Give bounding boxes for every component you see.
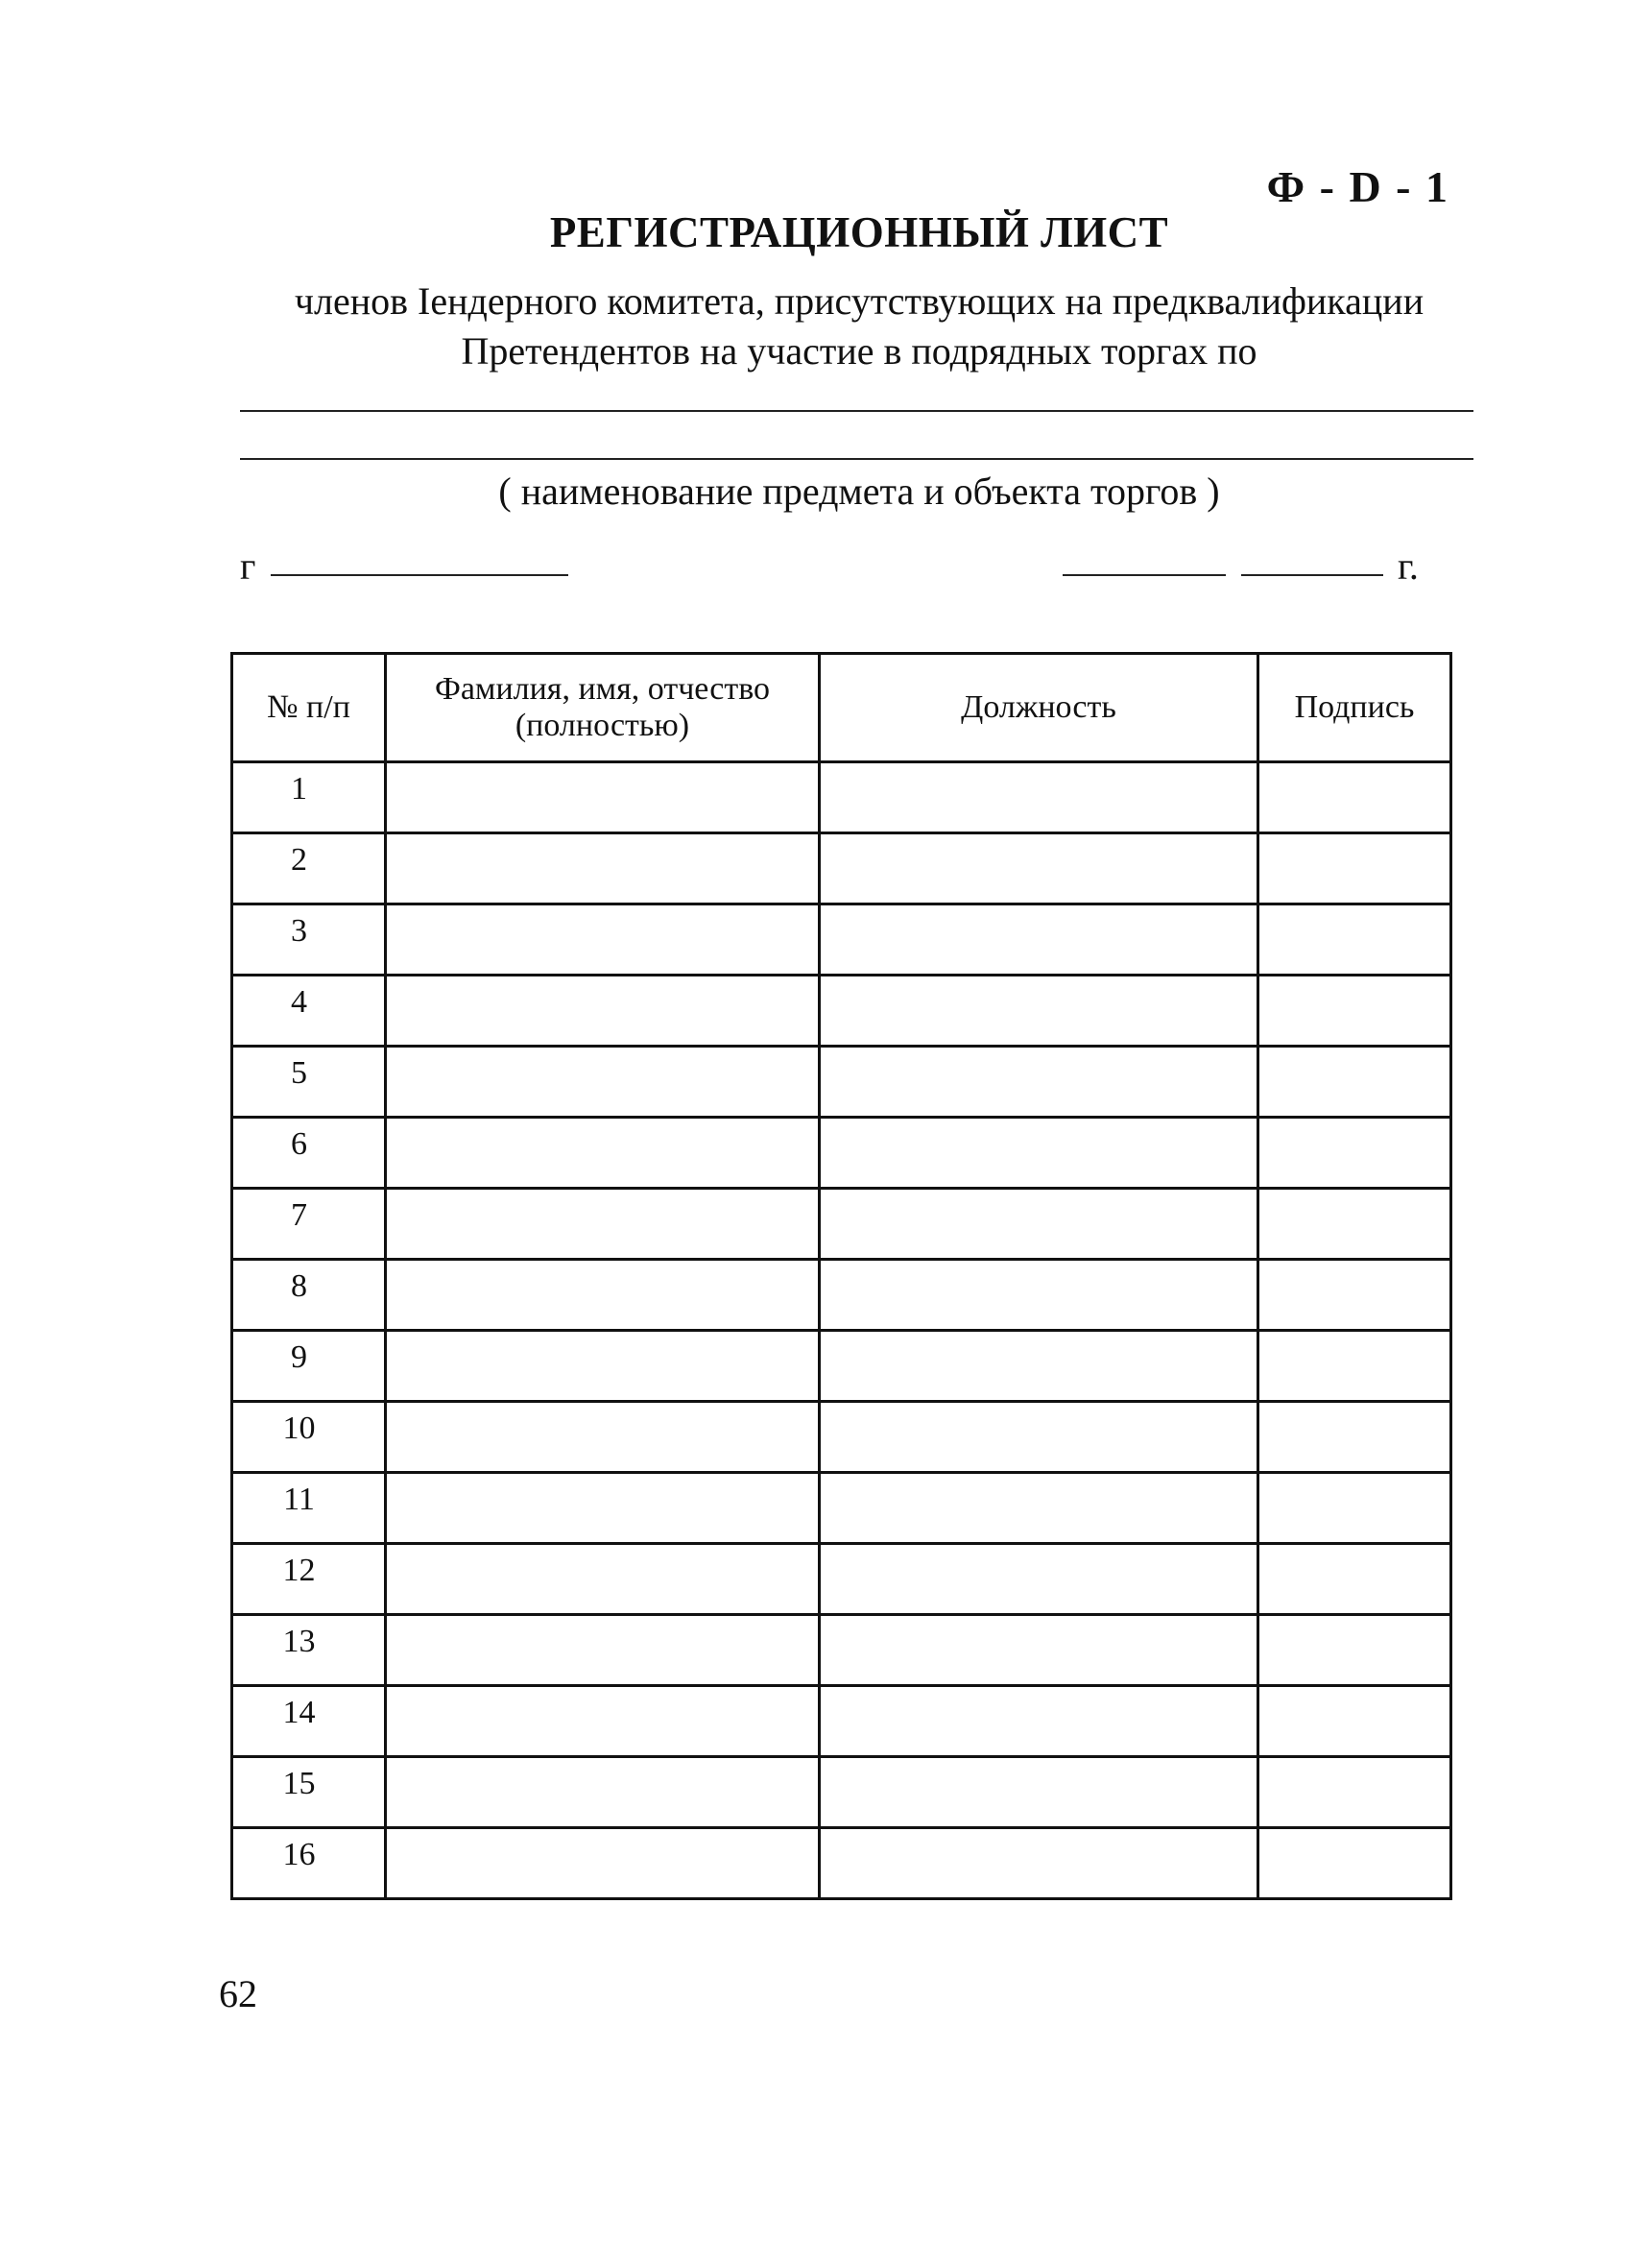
signature-cell[interactable] (1258, 833, 1451, 904)
table-row (232, 1260, 1451, 1331)
signature-cell[interactable] (1258, 1118, 1451, 1189)
full-name-cell[interactable] (386, 1828, 820, 1899)
page-number: 62 (219, 1972, 257, 2015)
signature-cell[interactable] (1258, 762, 1451, 833)
row-number-cell: 12 (232, 1544, 386, 1615)
table-row (232, 1544, 1451, 1615)
row-number-cell: 13 (232, 1615, 386, 1686)
row-number-cell: 9 (232, 1331, 386, 1402)
subject-caption: ( наименование предмета и объекта торгов ) (498, 470, 1220, 513)
table-row (232, 1615, 1451, 1686)
signature-cell[interactable] (1258, 1686, 1451, 1757)
signature-cell[interactable] (1258, 1331, 1451, 1402)
signature-cell[interactable] (1258, 1402, 1451, 1473)
registration-table (230, 652, 1452, 1900)
full-name-cell[interactable] (386, 1757, 820, 1828)
page-title: РЕГИСТРАЦИОННЫЙ ЛИСТ (549, 208, 1169, 256)
table-row (232, 1118, 1451, 1189)
position-cell[interactable] (820, 1331, 1258, 1402)
table-row (232, 833, 1451, 904)
table-row (232, 1331, 1451, 1402)
year-suffix: г. (1398, 544, 1419, 588)
full-name-cell[interactable] (386, 1686, 820, 1757)
full-name-cell[interactable] (386, 1260, 820, 1331)
table-row (232, 976, 1451, 1047)
position-cell[interactable] (820, 976, 1258, 1047)
full-name-cell[interactable] (386, 1473, 820, 1544)
row-number-cell: 7 (232, 1189, 386, 1260)
position-cell[interactable] (820, 762, 1258, 833)
full-name-cell[interactable] (386, 904, 820, 976)
row-number-cell: 15 (232, 1757, 386, 1828)
position-cell[interactable] (820, 833, 1258, 904)
city-prefix: г (240, 544, 256, 588)
full-name-cell[interactable] (386, 762, 820, 833)
table-row (232, 1828, 1451, 1899)
position-cell[interactable] (820, 1047, 1258, 1118)
full-name-cell[interactable] (386, 1615, 820, 1686)
table-row (232, 1686, 1451, 1757)
subject-blank-line-1[interactable] (240, 410, 1473, 412)
subtitle-line-1: членов Iендерного комитета, присутствующих на предквалификации (294, 279, 1425, 323)
subject-blank-line-2[interactable] (240, 458, 1473, 460)
full-name-cell[interactable] (386, 1331, 820, 1402)
row-number-cell: 1 (232, 762, 386, 833)
row-number-cell: 16 (232, 1828, 386, 1899)
table-row (232, 1189, 1451, 1260)
full-name-cell[interactable] (386, 1402, 820, 1473)
table-row (232, 904, 1451, 976)
full-name-cell[interactable] (386, 833, 820, 904)
table-row (232, 1473, 1451, 1544)
table-row (232, 1047, 1451, 1118)
signature-cell[interactable] (1258, 1544, 1451, 1615)
column-header-full-name: Фамилия, имя, отчество (полностью) (386, 654, 820, 762)
position-cell[interactable] (820, 1544, 1258, 1615)
row-number-cell: 5 (232, 1047, 386, 1118)
table-row (232, 762, 1451, 833)
row-number-cell: 14 (232, 1686, 386, 1757)
signature-cell[interactable] (1258, 976, 1451, 1047)
full-name-cell[interactable] (386, 976, 820, 1047)
position-cell[interactable] (820, 1828, 1258, 1899)
row-number-cell: 4 (232, 976, 386, 1047)
form-code: Ф - D - 1 (1266, 162, 1449, 211)
signature-cell[interactable] (1258, 1615, 1451, 1686)
row-number-cell: 6 (232, 1118, 386, 1189)
row-number-cell: 10 (232, 1402, 386, 1473)
month-blank[interactable] (1241, 574, 1383, 576)
position-cell[interactable] (820, 1473, 1258, 1544)
position-cell[interactable] (820, 1615, 1258, 1686)
row-number-cell: 3 (232, 904, 386, 976)
signature-cell[interactable] (1258, 904, 1451, 976)
full-name-cell[interactable] (386, 1047, 820, 1118)
full-name-cell[interactable] (386, 1189, 820, 1260)
table-row (232, 1402, 1451, 1473)
position-cell[interactable] (820, 1189, 1258, 1260)
signature-cell[interactable] (1258, 1189, 1451, 1260)
signature-cell[interactable] (1258, 1260, 1451, 1331)
signature-cell[interactable] (1258, 1473, 1451, 1544)
position-cell[interactable] (820, 1686, 1258, 1757)
position-cell[interactable] (820, 1402, 1258, 1473)
row-number-cell: 2 (232, 833, 386, 904)
position-cell[interactable] (820, 1757, 1258, 1828)
position-cell[interactable] (820, 904, 1258, 976)
column-header-signature: Подпись (1258, 654, 1451, 762)
city-blank[interactable] (271, 574, 568, 576)
column-header-number: № п/п (232, 654, 386, 762)
table-header-row (232, 654, 1451, 762)
signature-cell[interactable] (1258, 1757, 1451, 1828)
subtitle-line-2: Претендентов на участие в подрядных торгах по (461, 329, 1257, 373)
full-name-cell[interactable] (386, 1118, 820, 1189)
signature-cell[interactable] (1258, 1047, 1451, 1118)
signature-cell[interactable] (1258, 1828, 1451, 1899)
table-row (232, 1757, 1451, 1828)
row-number-cell: 11 (232, 1473, 386, 1544)
position-cell[interactable] (820, 1260, 1258, 1331)
day-blank[interactable] (1063, 574, 1226, 576)
column-header-position: Должность (820, 654, 1258, 762)
position-cell[interactable] (820, 1118, 1258, 1189)
row-number-cell: 8 (232, 1260, 386, 1331)
full-name-cell[interactable] (386, 1544, 820, 1615)
